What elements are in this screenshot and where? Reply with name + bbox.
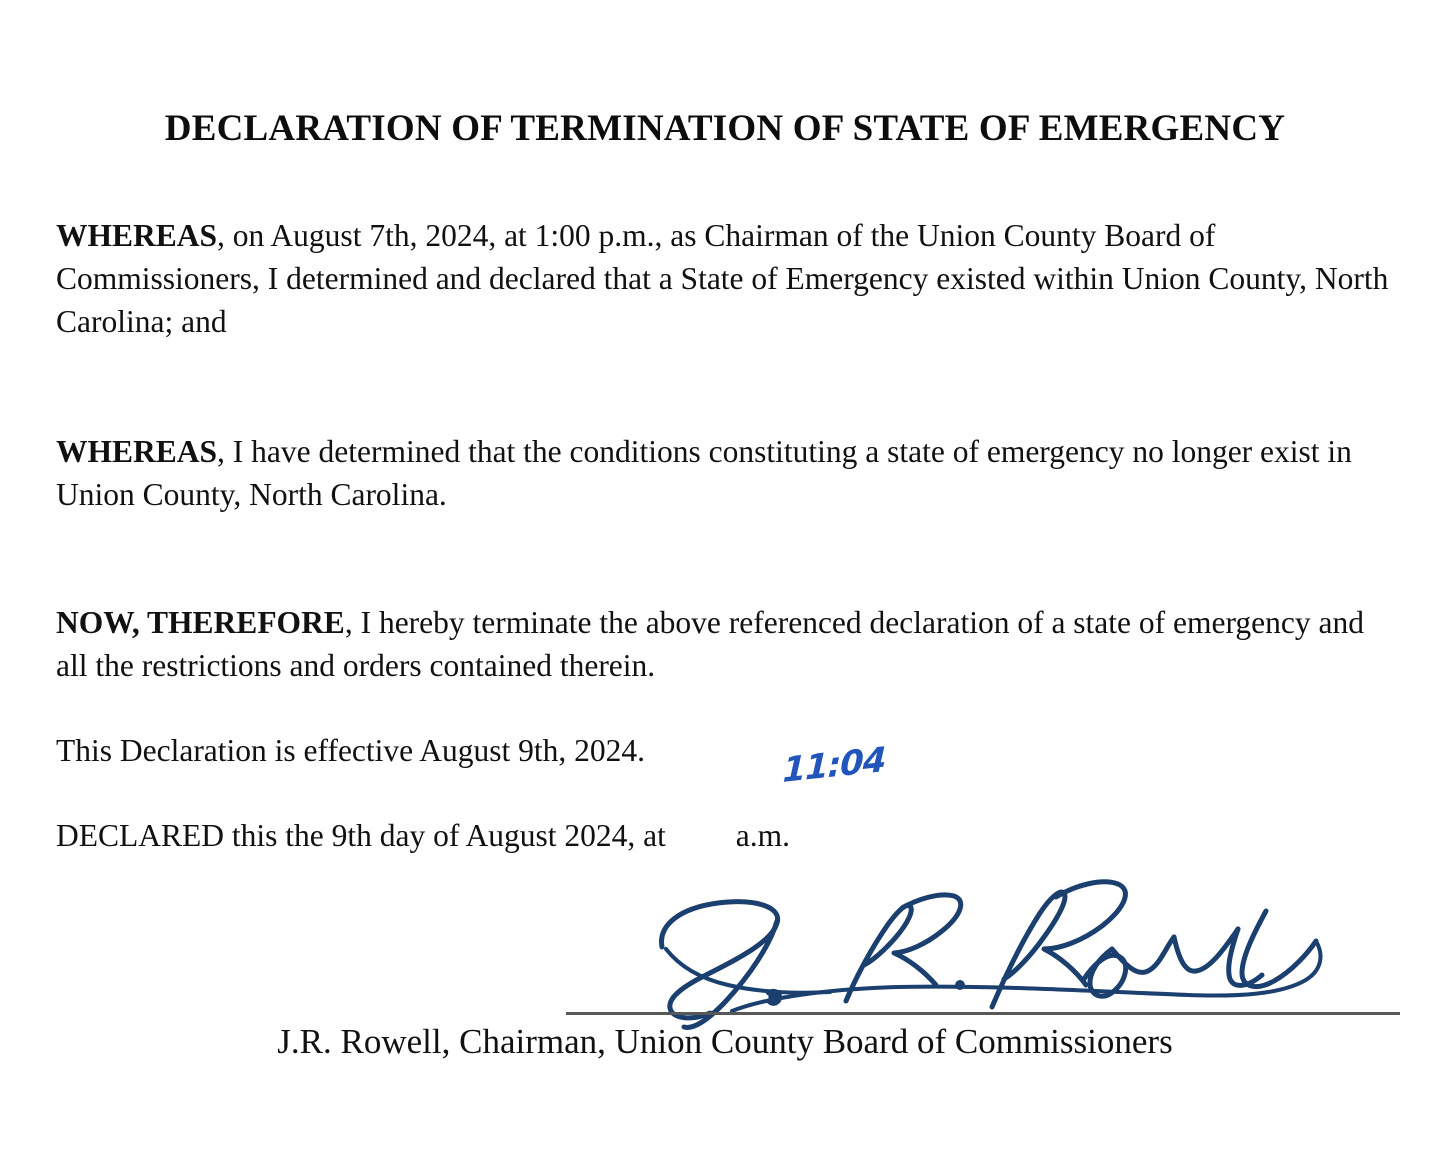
paragraph-lead-now-therefore: NOW, THEREFORE: [56, 604, 345, 640]
paragraph-whereas-first: [56, 214, 1394, 343]
declared-prefix-text: DECLARED this the 9th day of August 2024, at: [56, 817, 674, 853]
signature-strokes: [640, 875, 1340, 1035]
paragraph-lead-whereas-second: WHEREAS: [56, 433, 218, 469]
paragraph-text-whereas-first: , on August 7th, 2024, at 1:00 p.m., as Chairman of the Union County Board of Commissioners, I determined and declared that a State of Emergency existed within Union County, North Carolina; and: [56, 217, 1389, 339]
handwritten-time-annotation: 11:04: [782, 739, 887, 791]
paragraph-whereas-second: [56, 430, 1394, 516]
paragraph-declared-datetime: [56, 814, 1394, 857]
signature-image: [640, 875, 1340, 1035]
paragraph-now-therefore: [56, 601, 1394, 687]
paragraph-lead-whereas-first: WHEREAS: [56, 217, 218, 253]
page-title: DECLARATION OF TERMINATION OF STATE OF EMERGENCY: [164, 107, 1286, 149]
signature-rule: [566, 1012, 1400, 1015]
paragraph-text-now-therefore: , I hereby terminate the above referenced declaration of a state of emergency and all the restrictions and orders contained therein.: [56, 604, 1364, 683]
paragraph-text-whereas-second: , I have determined that the conditions constituting a state of emergency no longer exist in Union County, North Carolina.: [56, 433, 1352, 512]
paragraph-effective-date: This Declaration is effective August 9th, 2024.: [56, 732, 646, 768]
signature-caption: J.R. Rowell, Chairman, Union County Board of Commissioners: [277, 1022, 1173, 1061]
declared-suffix-text: a.m.: [735, 817, 790, 853]
